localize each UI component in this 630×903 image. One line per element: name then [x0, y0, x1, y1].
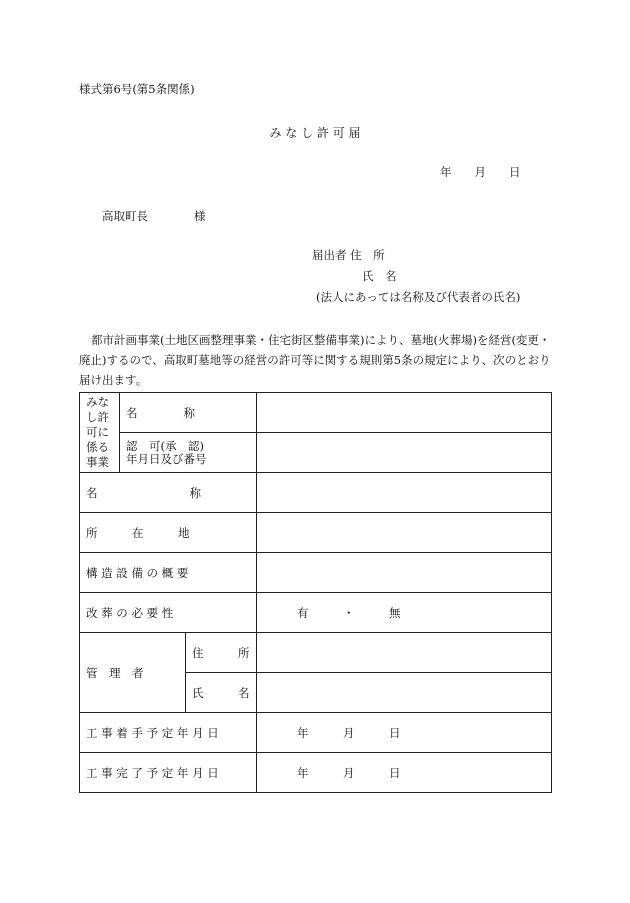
reburial-label: 改 葬 の 必 要 性	[80, 593, 257, 633]
deemed-permit-label	[120, 433, 257, 473]
applicant-name-label: 氏 名	[362, 269, 397, 283]
deemed-permit-label-line-1: 認 可(承 認)	[126, 438, 204, 453]
table-row	[80, 473, 552, 513]
table-row	[80, 433, 552, 473]
notification-form-table	[79, 392, 552, 793]
date-line: 年 月 日	[440, 165, 521, 179]
manager-name-label: 氏 名	[186, 673, 257, 713]
start-date-label: 工 事 着 手 予 定 年 月 日	[80, 713, 257, 753]
addressee: 高取町長 様	[102, 209, 206, 223]
end-date-label: 工 事 完 了 予 定 年 月 日	[80, 753, 257, 793]
deemed-name-label: 名 称	[120, 393, 257, 433]
location-value[interactable]	[257, 513, 552, 553]
table-row	[80, 713, 552, 753]
deemed-name-value[interactable]	[257, 393, 552, 433]
location-label: 所 在 地	[80, 513, 257, 553]
deemed-group-label: みなし許可に係る事業	[80, 393, 120, 473]
name-value[interactable]	[257, 473, 552, 513]
document-title: み な し 許 可 届	[269, 126, 361, 140]
form-number: 様式第6号(第5条関係)	[79, 82, 195, 96]
manager-address-value[interactable]	[257, 633, 552, 673]
table-row	[80, 633, 552, 673]
start-date-value[interactable]: 年 月 日	[257, 713, 552, 753]
table-row	[80, 553, 552, 593]
deemed-permit-label-line-2: 年月日及び番号	[126, 451, 207, 466]
table-row	[80, 513, 552, 553]
name-label: 名 称	[80, 473, 257, 513]
reburial-value[interactable]: 有 ・ 無	[257, 593, 552, 633]
facility-value[interactable]	[257, 553, 552, 593]
table-row	[80, 753, 552, 793]
table-row	[80, 593, 552, 633]
body-paragraph: 都市計画事業(土地区画整理事業・住宅街区整備事業)により、墓地(火葬場)を経営(変更・廃止)するので、高取町墓地等の経営の許可等に関する規則第5条の規定により、次のとおり届け出ます。	[79, 333, 551, 387]
table-row	[80, 393, 552, 433]
end-date-value[interactable]: 年 月 日	[257, 753, 552, 793]
applicant-note: (法人にあっては名称及び代表者の氏名)	[316, 290, 521, 304]
deemed-permit-value[interactable]	[257, 433, 552, 473]
manager-label: 管 理 者	[80, 633, 186, 713]
facility-label: 構 造 設 備 の 概 要	[80, 553, 257, 593]
manager-address-label: 住 所	[186, 633, 257, 673]
manager-name-value[interactable]	[257, 673, 552, 713]
applicant-address-label: 届出者 住 所	[312, 248, 385, 262]
